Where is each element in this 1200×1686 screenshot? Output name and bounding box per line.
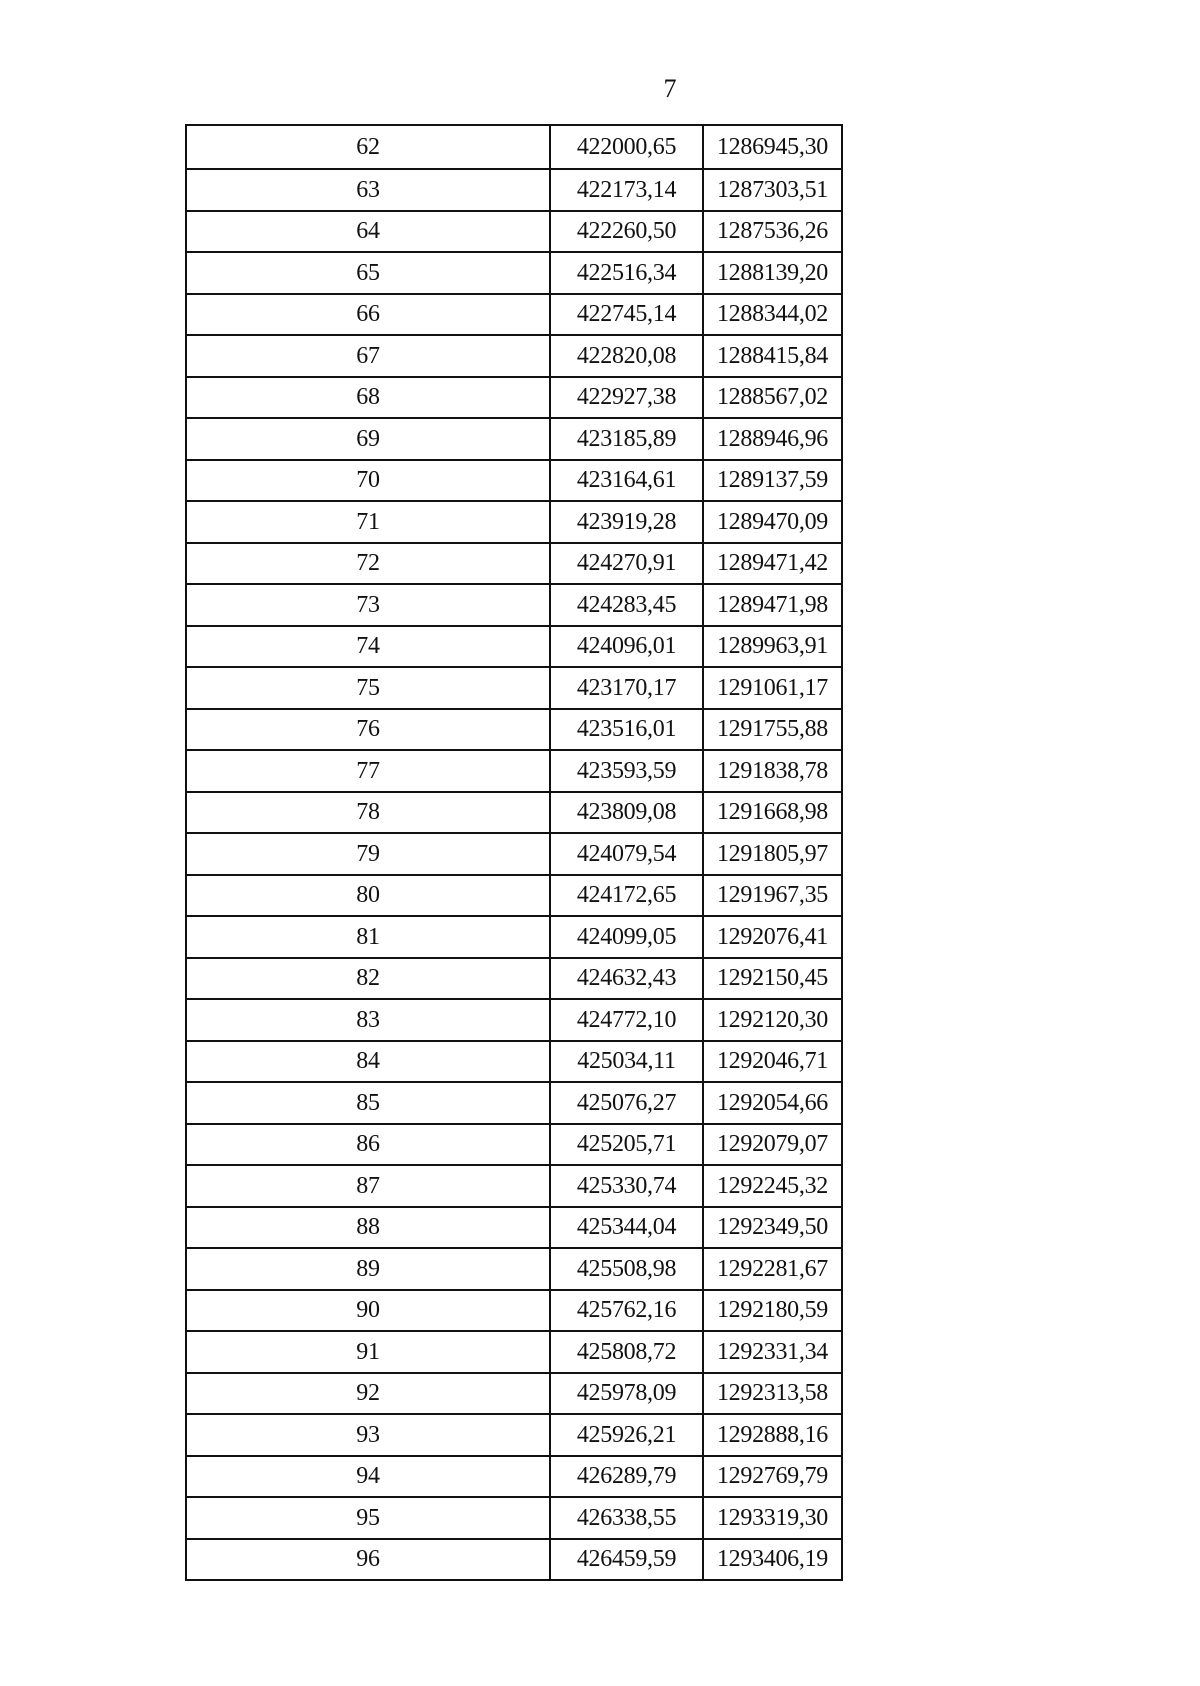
x-coordinate-cell: 425926,21 <box>550 1414 703 1456</box>
table-row <box>186 833 842 875</box>
y-coordinate-cell: 1291967,35 <box>703 875 842 917</box>
table-row <box>186 584 842 626</box>
y-coordinate-cell: 1292079,07 <box>703 1124 842 1166</box>
table-row <box>186 1041 842 1083</box>
x-coordinate-cell: 422745,14 <box>550 294 703 336</box>
point-number-cell: 87 <box>186 1165 550 1207</box>
x-coordinate-cell: 422516,34 <box>550 252 703 294</box>
table-row <box>186 958 842 1000</box>
point-number-cell: 63 <box>186 169 550 211</box>
table-row <box>186 1207 842 1249</box>
x-coordinate-cell: 422173,14 <box>550 169 703 211</box>
x-coordinate-cell: 424079,54 <box>550 833 703 875</box>
table-row <box>186 709 842 751</box>
point-number-cell: 81 <box>186 916 550 958</box>
y-coordinate-cell: 1289137,59 <box>703 460 842 502</box>
point-number-cell: 91 <box>186 1331 550 1373</box>
x-coordinate-cell: 423170,17 <box>550 667 703 709</box>
point-number-cell: 69 <box>186 418 550 460</box>
x-coordinate-cell: 423809,08 <box>550 792 703 834</box>
table-row <box>186 626 842 668</box>
table-row <box>186 1082 842 1124</box>
y-coordinate-cell: 1291755,88 <box>703 709 842 751</box>
y-coordinate-cell: 1292046,71 <box>703 1041 842 1083</box>
table-row <box>186 211 842 253</box>
point-number-cell: 84 <box>186 1041 550 1083</box>
y-coordinate-cell: 1292054,66 <box>703 1082 842 1124</box>
table-row <box>186 377 842 419</box>
table-row <box>186 418 842 460</box>
y-coordinate-cell: 1293319,30 <box>703 1497 842 1539</box>
x-coordinate-cell: 425978,09 <box>550 1373 703 1415</box>
x-coordinate-cell: 423919,28 <box>550 501 703 543</box>
table-row <box>186 1290 842 1332</box>
y-coordinate-cell: 1293406,19 <box>703 1539 842 1581</box>
y-coordinate-cell: 1288415,84 <box>703 335 842 377</box>
table-row <box>186 294 842 336</box>
y-coordinate-cell: 1292769,79 <box>703 1456 842 1498</box>
y-coordinate-cell: 1292180,59 <box>703 1290 842 1332</box>
point-number-cell: 86 <box>186 1124 550 1166</box>
y-coordinate-cell: 1292331,34 <box>703 1331 842 1373</box>
table-row <box>186 750 842 792</box>
table-row <box>186 667 842 709</box>
y-coordinate-cell: 1289963,91 <box>703 626 842 668</box>
x-coordinate-cell: 425808,72 <box>550 1331 703 1373</box>
x-coordinate-cell: 424096,01 <box>550 626 703 668</box>
x-coordinate-cell: 422927,38 <box>550 377 703 419</box>
y-coordinate-cell: 1287536,26 <box>703 211 842 253</box>
coordinates-table-body <box>186 125 842 1580</box>
x-coordinate-cell: 425762,16 <box>550 1290 703 1332</box>
coordinates-table <box>185 124 843 1581</box>
x-coordinate-cell: 424632,43 <box>550 958 703 1000</box>
x-coordinate-cell: 423185,89 <box>550 418 703 460</box>
point-number-cell: 96 <box>186 1539 550 1581</box>
y-coordinate-cell: 1288344,02 <box>703 294 842 336</box>
table-row <box>186 169 842 211</box>
point-number-cell: 82 <box>186 958 550 1000</box>
table-row <box>186 875 842 917</box>
y-coordinate-cell: 1288139,20 <box>703 252 842 294</box>
table-row <box>186 1497 842 1539</box>
point-number-cell: 88 <box>186 1207 550 1249</box>
y-coordinate-cell: 1292076,41 <box>703 916 842 958</box>
point-number-cell: 95 <box>186 1497 550 1539</box>
point-number-cell: 80 <box>186 875 550 917</box>
x-coordinate-cell: 422000,65 <box>550 125 703 169</box>
table-row <box>186 1331 842 1373</box>
point-number-cell: 75 <box>186 667 550 709</box>
y-coordinate-cell: 1286945,30 <box>703 125 842 169</box>
x-coordinate-cell: 424270,91 <box>550 543 703 585</box>
x-coordinate-cell: 423593,59 <box>550 750 703 792</box>
point-number-cell: 93 <box>186 1414 550 1456</box>
x-coordinate-cell: 424283,45 <box>550 584 703 626</box>
y-coordinate-cell: 1292245,32 <box>703 1165 842 1207</box>
point-number-cell: 83 <box>186 999 550 1041</box>
y-coordinate-cell: 1292313,58 <box>703 1373 842 1415</box>
point-number-cell: 65 <box>186 252 550 294</box>
y-coordinate-cell: 1291805,97 <box>703 833 842 875</box>
y-coordinate-cell: 1291061,17 <box>703 667 842 709</box>
page-number: 7 <box>663 74 677 103</box>
table-row <box>186 543 842 585</box>
point-number-cell: 92 <box>186 1373 550 1415</box>
point-number-cell: 72 <box>186 543 550 585</box>
x-coordinate-cell: 425205,71 <box>550 1124 703 1166</box>
x-coordinate-cell: 424772,10 <box>550 999 703 1041</box>
table-row <box>186 501 842 543</box>
point-number-cell: 90 <box>186 1290 550 1332</box>
point-number-cell: 68 <box>186 377 550 419</box>
table-row <box>186 1124 842 1166</box>
x-coordinate-cell: 425076,27 <box>550 1082 703 1124</box>
y-coordinate-cell: 1288946,96 <box>703 418 842 460</box>
point-number-cell: 62 <box>186 125 550 169</box>
table-row <box>186 916 842 958</box>
x-coordinate-cell: 425034,11 <box>550 1041 703 1083</box>
table-row <box>186 125 842 169</box>
x-coordinate-cell: 424099,05 <box>550 916 703 958</box>
point-number-cell: 67 <box>186 335 550 377</box>
x-coordinate-cell: 422820,08 <box>550 335 703 377</box>
point-number-cell: 85 <box>186 1082 550 1124</box>
y-coordinate-cell: 1291668,98 <box>703 792 842 834</box>
x-coordinate-cell: 426338,55 <box>550 1497 703 1539</box>
point-number-cell: 64 <box>186 211 550 253</box>
table-row <box>186 252 842 294</box>
x-coordinate-cell: 423516,01 <box>550 709 703 751</box>
y-coordinate-cell: 1289471,42 <box>703 543 842 585</box>
table-row <box>186 1539 842 1581</box>
y-coordinate-cell: 1289471,98 <box>703 584 842 626</box>
point-number-cell: 76 <box>186 709 550 751</box>
y-coordinate-cell: 1292281,67 <box>703 1248 842 1290</box>
x-coordinate-cell: 425344,04 <box>550 1207 703 1249</box>
y-coordinate-cell: 1288567,02 <box>703 377 842 419</box>
x-coordinate-cell: 424172,65 <box>550 875 703 917</box>
y-coordinate-cell: 1287303,51 <box>703 169 842 211</box>
x-coordinate-cell: 426289,79 <box>550 1456 703 1498</box>
point-number-cell: 77 <box>186 750 550 792</box>
x-coordinate-cell: 423164,61 <box>550 460 703 502</box>
table-row <box>186 999 842 1041</box>
y-coordinate-cell: 1289470,09 <box>703 501 842 543</box>
point-number-cell: 70 <box>186 460 550 502</box>
point-number-cell: 94 <box>186 1456 550 1498</box>
table-row <box>186 792 842 834</box>
point-number-cell: 89 <box>186 1248 550 1290</box>
point-number-cell: 73 <box>186 584 550 626</box>
point-number-cell: 78 <box>186 792 550 834</box>
x-coordinate-cell: 425508,98 <box>550 1248 703 1290</box>
table-row <box>186 335 842 377</box>
x-coordinate-cell: 426459,59 <box>550 1539 703 1581</box>
y-coordinate-cell: 1292888,16 <box>703 1414 842 1456</box>
table-row <box>186 1414 842 1456</box>
x-coordinate-cell: 422260,50 <box>550 211 703 253</box>
x-coordinate-cell: 425330,74 <box>550 1165 703 1207</box>
table-row <box>186 1373 842 1415</box>
y-coordinate-cell: 1292120,30 <box>703 999 842 1041</box>
point-number-cell: 66 <box>186 294 550 336</box>
table-row <box>186 460 842 502</box>
point-number-cell: 74 <box>186 626 550 668</box>
y-coordinate-cell: 1292349,50 <box>703 1207 842 1249</box>
point-number-cell: 79 <box>186 833 550 875</box>
table-row <box>186 1165 842 1207</box>
table-row <box>186 1456 842 1498</box>
table-row <box>186 1248 842 1290</box>
y-coordinate-cell: 1291838,78 <box>703 750 842 792</box>
y-coordinate-cell: 1292150,45 <box>703 958 842 1000</box>
point-number-cell: 71 <box>186 501 550 543</box>
